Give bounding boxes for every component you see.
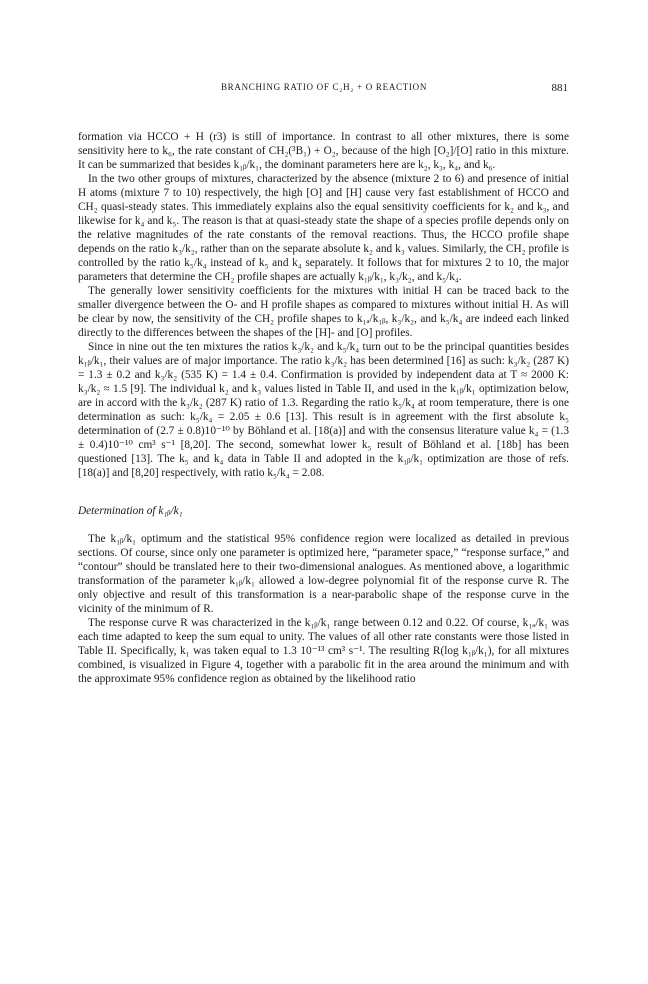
section-heading: Determination of k₁ᵦ/k₁ xyxy=(78,505,183,517)
paragraph: Since in nine out the ten mixtures the ratios k₃/k₂ and k₅/k₄ turn out to be the principal quantities besides k₁ᵦ/k₁, their values are of major importance. The ratio k₃/k₂ has been determined [16] as such: k₃/k₂ (287 K) = 1.3 ± 0.2 and k₃/k₂ (535 K) = 1.4 ± 0.4. Confirmation is provided by independent data at T ≈ 2000 K: k₃/k₂ ≈ 1.5 [9]. The individual k₂ and k₃ values listed in Table II, and used in the k₁ᵦ/k₁ optimization below, are in accord with the k₃/k₂ (287 K) ratio of 1.3. Regarding the ratio k₅/k₄ at room temperature, there is one determination as such: k₅/k₄ = 2.05 ± 0.6 [13]. This result is in agreement with the first absolute k₅ determination of (2.7 ± 0.8)10⁻¹⁰ by Böhland et al. [18(a)] and with the consensus literature value k₄ = (1.3 ± 0.4)10⁻¹⁰ cm³ s⁻¹ [8,20]. The second, somewhat lower k₅ result of Böhland et al. [18b] has been questioned [13]. The k₅ and k₄ data in Table II and adopted in the k₁ᵦ/k₁ optimization are those of refs. [18(a)] and [8,20] respectively, with ratio k₅/k₄ = 2.08. xyxy=(78,341,569,479)
paragraph: The k₁ᵦ/k₁ optimum and the statistical 95% confidence region were localized as detailed in previous sections. Of course, since only one parameter is optimized here, “parameter space,” “response surface,” and “contour” should be translated here to their two-dimensional analogues. As mentioned above, a logarithmic transformation of the parameter k₁ᵦ/k₁ allowed a low-degree polynomial fit of the response curve R. The only objective and result of this transformation is a near-parabolic shape of the response curve in the vicinity of the minimum of R. xyxy=(78,533,569,615)
page-number: 881 xyxy=(551,82,568,94)
paragraph-continued: formation via HCCO + H (r3) is still of importance. In contrast to all other mixtures, there is some sensitivity here to k₆, the rate constant of CH₂(³B₁) + O₂, because of the high [O₂]/[O] ratio in this mixture. It can be summarized that besides k₁ᵦ/k₁, the dominant parameters here are k₂, k₃, k₄, and k₆. xyxy=(78,131,569,171)
paragraph: The generally lower sensitivity coefficients for the mixtures with initial H can be traced back to the smaller divergence between the O- and H profile shapes as compared to mixtures without initial H. As will be clear by now, the sensitivity of the CH₂ profile shapes to k₁ₐ/k₁ᵦ, k₃/k₂, and k₅/k₄ are indeed each linked directly to the differences between the shapes of the [H]- and [O] profiles. xyxy=(78,285,569,339)
running-title: BRANCHING RATIO OF C₂H₂ + O REACTION xyxy=(220,82,428,92)
article-body xyxy=(78,130,569,686)
page-header xyxy=(0,82,648,98)
paragraph: In the two other groups of mixtures, characterized by the absence (mixture 2 to 6) and presence of initial H atoms (mixture 7 to 10) respectively, the high [O] and [H] cause very fast establishment of HCCO and CH₂ quasi-steady states. This immediately explains also the equal sensitivity coefficients for k₂ and k₃, and likewise for k₄ and k₅. The reason is that at quasi-steady state the shape of a species profile depends only on the relative magnitudes of the rate constants of the removal reactions. Thus, the HCCO profile shape depends on the ratio k₃/k₂, rather than on the separate absolute k₂ and k₃ values. Similarly, the CH₂ profile is controlled by the ratio k₅/k₄ instead of k₅ and k₄ separately. It follows that for mixtures 2 to 10, the major parameters that determine the CH₂ profile shapes are actually k₁ᵦ/k₁, k₃/k₂, and k₅/k₄. xyxy=(78,173,569,283)
paragraph: The response curve R was characterized in the k₁ᵦ/k₁ range between 0.12 and 0.22. Of course, k₁ₐ/k₁ was each time adapted to keep the sum equal to unity. The values of all other rate constants were those listed in Table II. Specifically, k₁ was taken equal to 1.3 10⁻¹³ cm³ s⁻¹. The resulting R(log k₁ᵦ/k₁), for all mixtures combined, is visualized in Figure 4, together with a parabolic fit in the area around the minimum and with the approximate 95% confidence region as obtained by the likelihood ratio xyxy=(78,617,569,685)
